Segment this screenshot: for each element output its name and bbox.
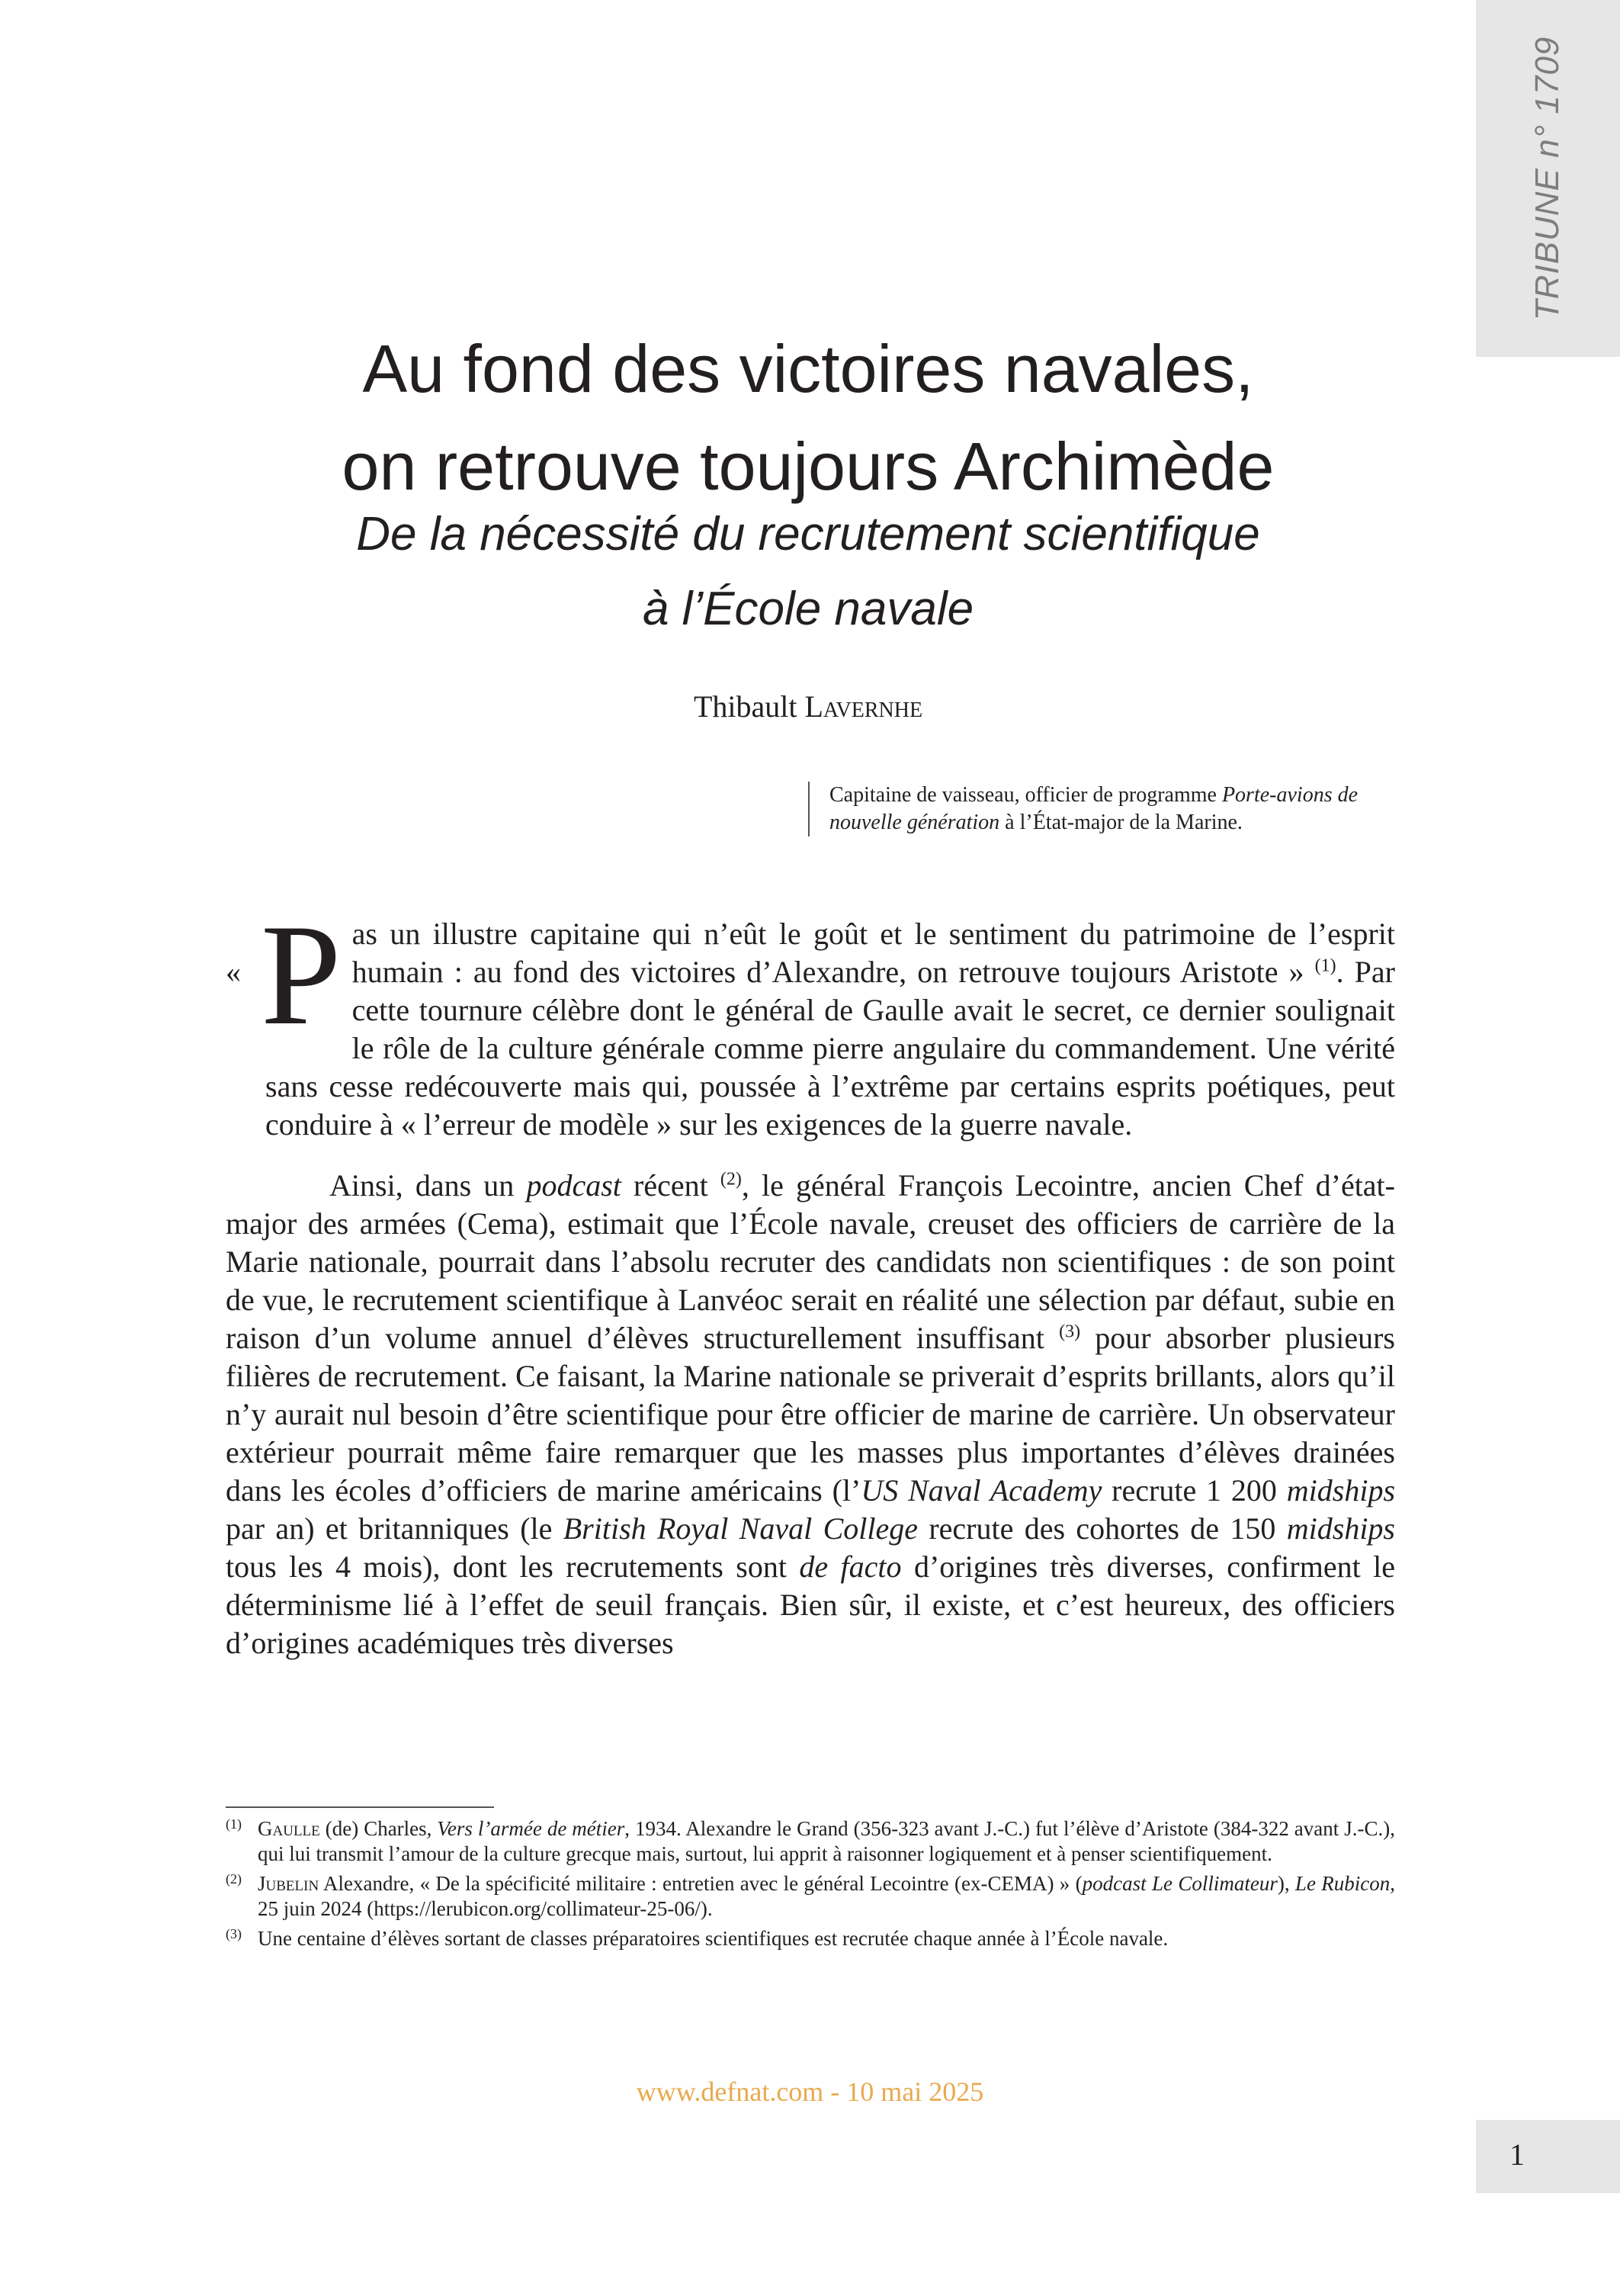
author-affiliation [808, 782, 1424, 837]
footnote-2-author: Jubelin [258, 1872, 319, 1895]
article-subtitle [198, 497, 1418, 647]
footnote-1 [226, 1816, 1395, 1867]
p2-text-g: recrute des cohortes de 150 [917, 1511, 1287, 1546]
footnotes [226, 1816, 1395, 1956]
p2-text-i: d’origines très diverses, confirment le déterminisme lié à l’effet de seuil français. Bien sûr, il existe, et c’est heureux, des officiers d’origines académiques très diverses [226, 1549, 1396, 1660]
p2-italic-midships-2: midships [1286, 1511, 1395, 1546]
affiliation-text-1: Capitaine de vaisseau, officier de programme [829, 783, 1222, 807]
footnote-number: (2) [226, 1871, 242, 1887]
drop-cap: P [261, 895, 342, 1055]
footnote-2 [226, 1871, 1395, 1922]
footnote-1-text-a: (de) Charles, [319, 1817, 438, 1840]
page-number: 1 [1509, 2137, 1525, 2172]
p2-text-a: Ainsi, dans un [329, 1168, 527, 1203]
p2-italic-usna: US Naval Academy [861, 1473, 1102, 1508]
footnote-3 [226, 1926, 1395, 1951]
footnote-2-work: podcast Le Collimateur [1082, 1872, 1278, 1895]
opening-quote: « [226, 955, 241, 989]
p2-italic-brnc: British Royal Naval College [563, 1511, 918, 1546]
series-label: TRIBUNE n° 1709 [1529, 36, 1566, 321]
footnote-3-text: Une centaine d’élèves sortant de classes préparatoires scientifiques est recrutée chaque année à l’École navale. [258, 1927, 1169, 1950]
footnote-number: (1) [226, 1816, 242, 1832]
footnote-number: (3) [226, 1926, 242, 1941]
article-body [226, 895, 1396, 1662]
footnote-separator [226, 1806, 494, 1808]
footnote-ref-3: (3) [1059, 1321, 1081, 1342]
footnote-1-work: Vers l’armée de métier [437, 1817, 625, 1840]
p2-text-d: pour absorber plusieurs filières de recrutement. Ce faisant, la Marine nationale se priverait d’esprits brillants, alors qu’il n’y aurait nul besoin d’être scientifique pour être officier de marine de carrière. Un observateur extérieur pourrait même faire remarquer que les masses plus importantes d’élèves drainées dans les écoles d’officiers de marine américains (l’ [226, 1321, 1395, 1508]
footnote-1-text-b: , 1934. Alexandre le Grand (356-323 avant J.-C.) fut l’élève d’Aristote (384-322 avant J.-C.), qui lui transmit l’amour de la culture grecque mais, surtout, lui apprit à raisonner logiquement et à penser scientifiquement. [258, 1817, 1395, 1865]
p2-italic-de-facto: de facto [799, 1549, 902, 1584]
p2-text-b: récent [621, 1168, 720, 1203]
footnote-1-author: Gaulle [258, 1817, 320, 1840]
author-last-name: Lavernhe [804, 689, 923, 724]
footnote-2-text-b: ), [1277, 1872, 1295, 1895]
p2-text-e: recrute 1 200 [1102, 1473, 1287, 1508]
title-line-1: Au fond des victoires navales, [362, 331, 1254, 406]
series-tab [1476, 0, 1620, 357]
p2-text-c: , le général François Lecointre, ancien Chef d’état-major des armées (Cema), estimait que l’École navale, creuset des officiers de carrière de la Marie nationale, pourrait dans l’absolu recruter des candidats non scientifiques : de son point de vue, le recrutement scientifique à Lanvéoc serait en réalité une sélection par défaut, subie en raison d’un volume annuel d’élèves structurellement insuffisant [226, 1168, 1395, 1355]
p2-italic-midships-1: midships [1286, 1473, 1396, 1508]
p2-text-h: tous les 4 mois), dont les recrutements sont [226, 1549, 800, 1584]
footnote-2-text-c: , 25 juin 2024 (https://lerubicon.org/collimateur-25-06/). [258, 1872, 1395, 1920]
footnote-2-work-2: Le Rubicon [1294, 1872, 1391, 1895]
author-name [198, 689, 1418, 724]
p2-italic-podcast: podcast [526, 1168, 621, 1203]
p2-text-f: par an) et britanniques (le [226, 1511, 563, 1546]
footer-url-date: www.defnat.com - 10 mai 2025 [636, 2076, 984, 2107]
affiliation-program: Porte-avions de nouvelle génération [829, 783, 1359, 834]
title-line-2: on retrouve toujours Archimède [342, 429, 1275, 504]
footnote-ref-2: (2) [720, 1169, 742, 1190]
paragraph-2 [226, 1167, 1395, 1662]
subtitle-line-2: à l’École navale [642, 583, 974, 635]
paragraph-1-text-a: as un illustre capitaine qui n’eût le goût et le sentiment du patrimoine de l’esprit humain : au fond des victoires d’Alexandre, on retrouve toujours Aristote » [351, 917, 1395, 989]
paragraph-1-text-b: . Par cette tournure célèbre dont le général de Gaulle avait le secret, ce dernier soulignait le rôle de la culture générale comme pierre angulaire du commandement. Une vérité sans cesse redécouverte mais qui, poussée à l’extrême par certains esprits poétiques, peut conduire à « l’erreur de modèle » sur les exigences de la guerre navale. [265, 955, 1395, 1142]
footnote-ref-1: (1) [1314, 955, 1336, 976]
footnote-2-text-a: Alexandre, « De la spécificité militaire : entretien avec le général Lecointre (ex-CEMA) » ( [319, 1872, 1083, 1895]
article-title [198, 320, 1418, 515]
affiliation-text-2: à l’État-major de la Marine. [999, 811, 1243, 834]
subtitle-line-1: De la nécessité du recrutement scientifique [356, 508, 1260, 560]
paragraph-1 [226, 895, 1395, 1144]
page-number-tab [1476, 2120, 1620, 2193]
author-first-name: Thibault [693, 689, 805, 724]
